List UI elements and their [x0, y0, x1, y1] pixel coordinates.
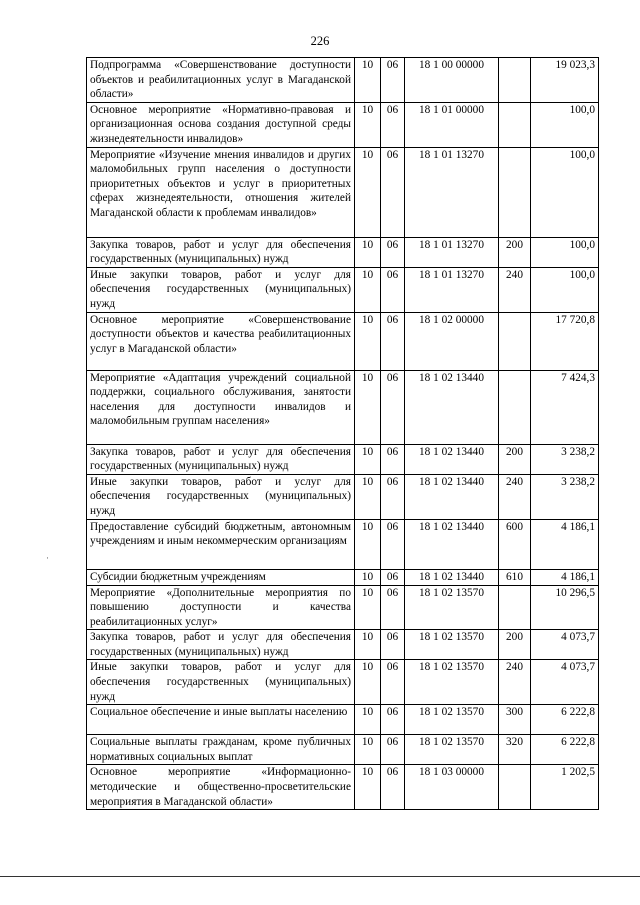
subsection-code: 06 [381, 585, 405, 630]
item-name: Иные закупки товаров, работ и услуг для обеспечения государственных (муниципальных) нужд [87, 474, 355, 519]
item-name: Основное мероприятие «Совершенствование доступности объектов и качества реабилитационных услуг в Магаданской области» [87, 312, 355, 370]
subsection-code: 06 [381, 569, 405, 585]
table-row [87, 370, 599, 444]
target-article-code: 18 1 01 00000 [405, 102, 499, 147]
expense-type-code: 200 [499, 237, 531, 267]
table-row [87, 765, 599, 810]
amount: 4 073,7 [531, 660, 599, 705]
amount: 17 720,8 [531, 312, 599, 370]
amount: 100,0 [531, 237, 599, 267]
section-code: 10 [355, 585, 381, 630]
target-article-code: 18 1 02 13440 [405, 370, 499, 444]
section-code: 10 [355, 630, 381, 660]
subsection-code: 06 [381, 370, 405, 444]
expense-type-code: 240 [499, 474, 531, 519]
item-name: Мероприятие «Дополнительные мероприятия по повышению доступности и качества реабилитационных услуг» [87, 585, 355, 630]
subsection-code: 06 [381, 58, 405, 103]
target-article-code: 18 1 02 13440 [405, 474, 499, 519]
table-row [87, 705, 599, 735]
target-article-code: 18 1 01 13270 [405, 147, 499, 237]
expense-type-code: 600 [499, 519, 531, 569]
item-name: Закупка товаров, работ и услуг для обеспечения государственных (муниципальных) нужд [87, 630, 355, 660]
item-name: Иные закупки товаров, работ и услуг для обеспечения государственных (муниципальных) нужд [87, 267, 355, 312]
expense-type-code: 240 [499, 660, 531, 705]
subsection-code: 06 [381, 630, 405, 660]
item-name: Закупка товаров, работ и услуг для обеспечения государственных (муниципальных) нужд [87, 237, 355, 267]
item-name: Субсидии бюджетным учреждениям [87, 569, 355, 585]
subsection-code: 06 [381, 147, 405, 237]
table-row [87, 444, 599, 474]
section-code: 10 [355, 312, 381, 370]
amount: 3 238,2 [531, 474, 599, 519]
page-bottom-edge [0, 876, 640, 877]
target-article-code: 18 1 01 13270 [405, 237, 499, 267]
amount: 4 186,1 [531, 519, 599, 569]
target-article-code: 18 1 02 13570 [405, 705, 499, 735]
subsection-code: 06 [381, 267, 405, 312]
target-article-code: 18 1 00 00000 [405, 58, 499, 103]
amount: 4 073,7 [531, 630, 599, 660]
amount: 1 202,5 [531, 765, 599, 810]
amount: 19 023,3 [531, 58, 599, 103]
section-code: 10 [355, 147, 381, 237]
amount: 6 222,8 [531, 735, 599, 765]
expense-type-code: 200 [499, 444, 531, 474]
table-row [87, 660, 599, 705]
expense-type-code: 240 [499, 267, 531, 312]
section-code: 10 [355, 735, 381, 765]
section-code: 10 [355, 58, 381, 103]
amount: 100,0 [531, 102, 599, 147]
section-code: 10 [355, 267, 381, 312]
amount: 7 424,3 [531, 370, 599, 444]
table-row [87, 102, 599, 147]
item-name: Социальные выплаты гражданам, кроме публичных нормативных социальных выплат [87, 735, 355, 765]
item-name: Мероприятие «Адаптация учреждений социальной поддержки, социального обслуживания, занятости населения для доступности инвалидов и маломобильным группам населения» [87, 370, 355, 444]
subsection-code: 06 [381, 474, 405, 519]
item-name: Подпрограмма «Совершенствование доступности объектов и реабилитационных услуг в Магаданской области» [87, 58, 355, 103]
target-article-code: 18 1 02 00000 [405, 312, 499, 370]
amount: 6 222,8 [531, 705, 599, 735]
subsection-code: 06 [381, 444, 405, 474]
target-article-code: 18 1 02 13570 [405, 585, 499, 630]
expense-type-code [499, 585, 531, 630]
target-article-code: 18 1 02 13570 [405, 630, 499, 660]
subsection-code: 06 [381, 312, 405, 370]
subsection-code: 06 [381, 102, 405, 147]
expense-type-code: 200 [499, 630, 531, 660]
table-row [87, 267, 599, 312]
target-article-code: 18 1 01 13270 [405, 267, 499, 312]
subsection-code: 06 [381, 735, 405, 765]
expense-type-code [499, 147, 531, 237]
section-code: 10 [355, 370, 381, 444]
section-code: 10 [355, 237, 381, 267]
table-row [87, 735, 599, 765]
amount: 10 296,5 [531, 585, 599, 630]
section-code: 10 [355, 444, 381, 474]
target-article-code: 18 1 02 13440 [405, 519, 499, 569]
table-row [87, 237, 599, 267]
subsection-code: 06 [381, 237, 405, 267]
expense-type-code [499, 312, 531, 370]
amount: 3 238,2 [531, 444, 599, 474]
table-row [87, 630, 599, 660]
section-code: 10 [355, 474, 381, 519]
target-article-code: 18 1 03 00000 [405, 765, 499, 810]
target-article-code: 18 1 02 13570 [405, 660, 499, 705]
item-name: Иные закупки товаров, работ и услуг для обеспечения государственных (муниципальных) нужд [87, 660, 355, 705]
item-name: Основное мероприятие «Нормативно-правовая и организационная основа создания доступной среды жизнедеятельности инвалидов» [87, 102, 355, 147]
item-name: Социальное обеспечение и иные выплаты населению [87, 705, 355, 735]
target-article-code: 18 1 02 13440 [405, 444, 499, 474]
expense-type-code: 320 [499, 735, 531, 765]
page-number: 226 [310, 34, 330, 48]
expense-type-code [499, 370, 531, 444]
amount: 100,0 [531, 147, 599, 237]
subsection-code: 06 [381, 519, 405, 569]
table-row [87, 147, 599, 237]
subsection-code: 06 [381, 765, 405, 810]
subsection-code: 06 [381, 705, 405, 735]
item-name: Предоставление субсидий бюджетным, автономным учреждениям и иным некоммерческим организациям [87, 519, 355, 569]
expense-type-code [499, 102, 531, 147]
target-article-code: 18 1 02 13440 [405, 569, 499, 585]
expense-type-code [499, 58, 531, 103]
section-code: 10 [355, 102, 381, 147]
table-row [87, 58, 599, 103]
margin-mark: · [46, 553, 49, 563]
section-code: 10 [355, 705, 381, 735]
subsection-code: 06 [381, 660, 405, 705]
item-name: Основное мероприятие «Информационно-методические и общественно-просветительские мероприятия в Магаданской области» [87, 765, 355, 810]
expense-type-code: 610 [499, 569, 531, 585]
amount: 100,0 [531, 267, 599, 312]
expense-type-code: 300 [499, 705, 531, 735]
section-code: 10 [355, 569, 381, 585]
table-row [87, 519, 599, 569]
table-row [87, 474, 599, 519]
table-row [87, 585, 599, 630]
section-code: 10 [355, 519, 381, 569]
table-row [87, 569, 599, 585]
section-code: 10 [355, 660, 381, 705]
expense-type-code [499, 765, 531, 810]
item-name: Закупка товаров, работ и услуг для обеспечения государственных (муниципальных) нужд [87, 444, 355, 474]
item-name: Мероприятие «Изучение мнения инвалидов и других маломобильных групп населения о доступности приоритетных объектов и услуг в приоритетных сферах жизнедеятельности, отношения жителей Магаданской области к проблемам инвалидов» [87, 147, 355, 237]
amount: 4 186,1 [531, 569, 599, 585]
table-row [87, 312, 599, 370]
target-article-code: 18 1 02 13570 [405, 735, 499, 765]
section-code: 10 [355, 765, 381, 810]
budget-table [86, 57, 599, 810]
